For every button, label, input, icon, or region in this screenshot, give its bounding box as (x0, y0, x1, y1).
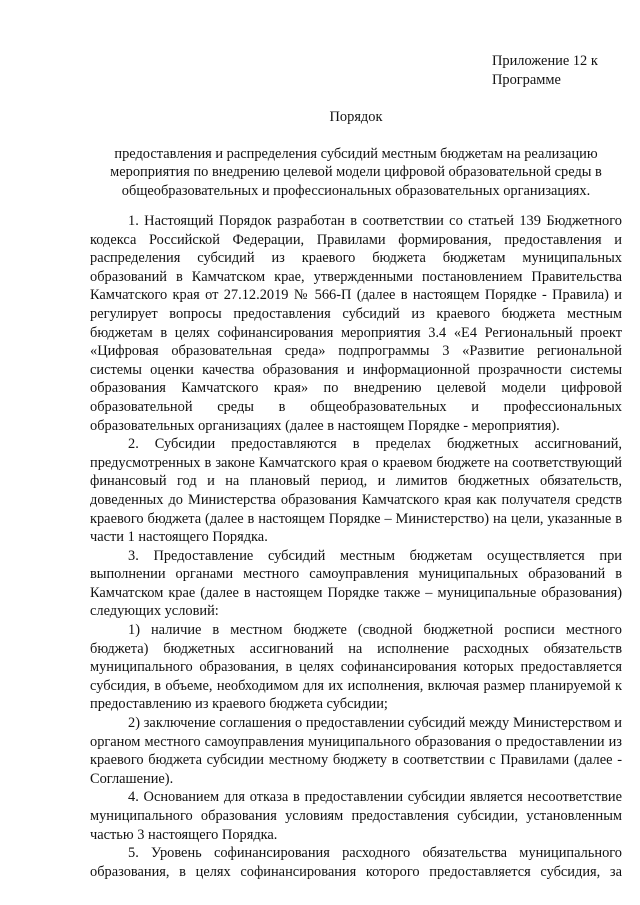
appendix-line-1: Приложение 12 к (492, 53, 598, 69)
paragraph-2: 2. Субсидии предоставляются в пределах бюджетных ассигнований, предусмотренных в законе Камчатского края о краевом бюджете на соответствующий финансовый год и на плановый период, и лимитов бюджетных обязательств, доведенных до Министерства образования Камчатского края как получателя средств краевого бюджета (далее в настоящем Порядке – Министерство) на цели, указанные в части 1 настоящего Порядка. (90, 436, 622, 546)
paragraph-3-item-1: 1) наличие в местном бюджете (сводной бюджетной росписи местного бюджета) бюджетных ассигнований на исполнение расходных обязательств муниципального образования, в целях софинансирования которых предоставляется субсидия, в объеме, необходимом для их исполнения, включая размер планируемой к предоставлению из краевого бюджета субсидии; (90, 622, 622, 713)
document-subtitle: предоставления и распределения субсидий местным бюджетам на реализацию мероприятия по внедрению целевой модели цифровой образовательной среды в общеобразовательных и профессиональных образовательных организациях. (110, 145, 602, 199)
document-body (90, 212, 622, 881)
document-title-block (90, 108, 622, 200)
paragraph-3: 3. Предоставление субсидий местным бюджетам осуществляется при выполнении органами местного самоуправления муниципальных образований в Камчатском крае (далее в настоящем Порядке также – муниципальные образования) следующих условий: (90, 547, 622, 620)
paragraph-1: 1. Настоящий Порядок разработан в соответствии со статьей 139 Бюджетного кодекса Российской Федерации, Правилами формирования, предоставления и распределения субсидий из краевого бюджета бюджетам муниципальных образований в Камчатском крае, утвержденными постановлением Правительства Камчатского края от 27.12.2019 № 566-П (далее в настоящем Порядке - Правила) и регулирует вопросы предоставления субсидий из краевого бюджета местным бюджетам в целях софинансирования мероприятия 3.4 «Е4 Региональный проект «Цифровая образовательная среда» подпрограммы 3 «Развитие региональной системы оценки качества образования и информационной прозрачности системы образования Камчатского края» по внедрению целевой модели цифровой образовательной среды в общеобразовательных и профессиональных образовательных организациях (далее в настоящем Порядке - мероприятия). (90, 213, 622, 434)
appendix-line-2: Программе (492, 72, 561, 88)
appendix-label (492, 52, 632, 90)
paragraph-4: 4. Основанием для отказа в предоставлении субсидии является несоответствие муниципального образования условиям предоставления субсидии, установленным частью 3 настоящего Порядка. (90, 789, 622, 843)
paragraph-3-item-2: 2) заключение соглашения о предоставлении субсидий между Министерством и органом местного самоуправления муниципального образования о предоставлении из краевого бюджета субсидии местному бюджету в соответствии с Правилами (далее - Соглашение). (90, 715, 622, 787)
document-title: Порядок (329, 109, 383, 125)
paragraph-5: 5. Уровень софинансирования расходного обязательства муниципального образования, в целях софинансирования которого предоставляется субсидия, за (90, 845, 622, 880)
